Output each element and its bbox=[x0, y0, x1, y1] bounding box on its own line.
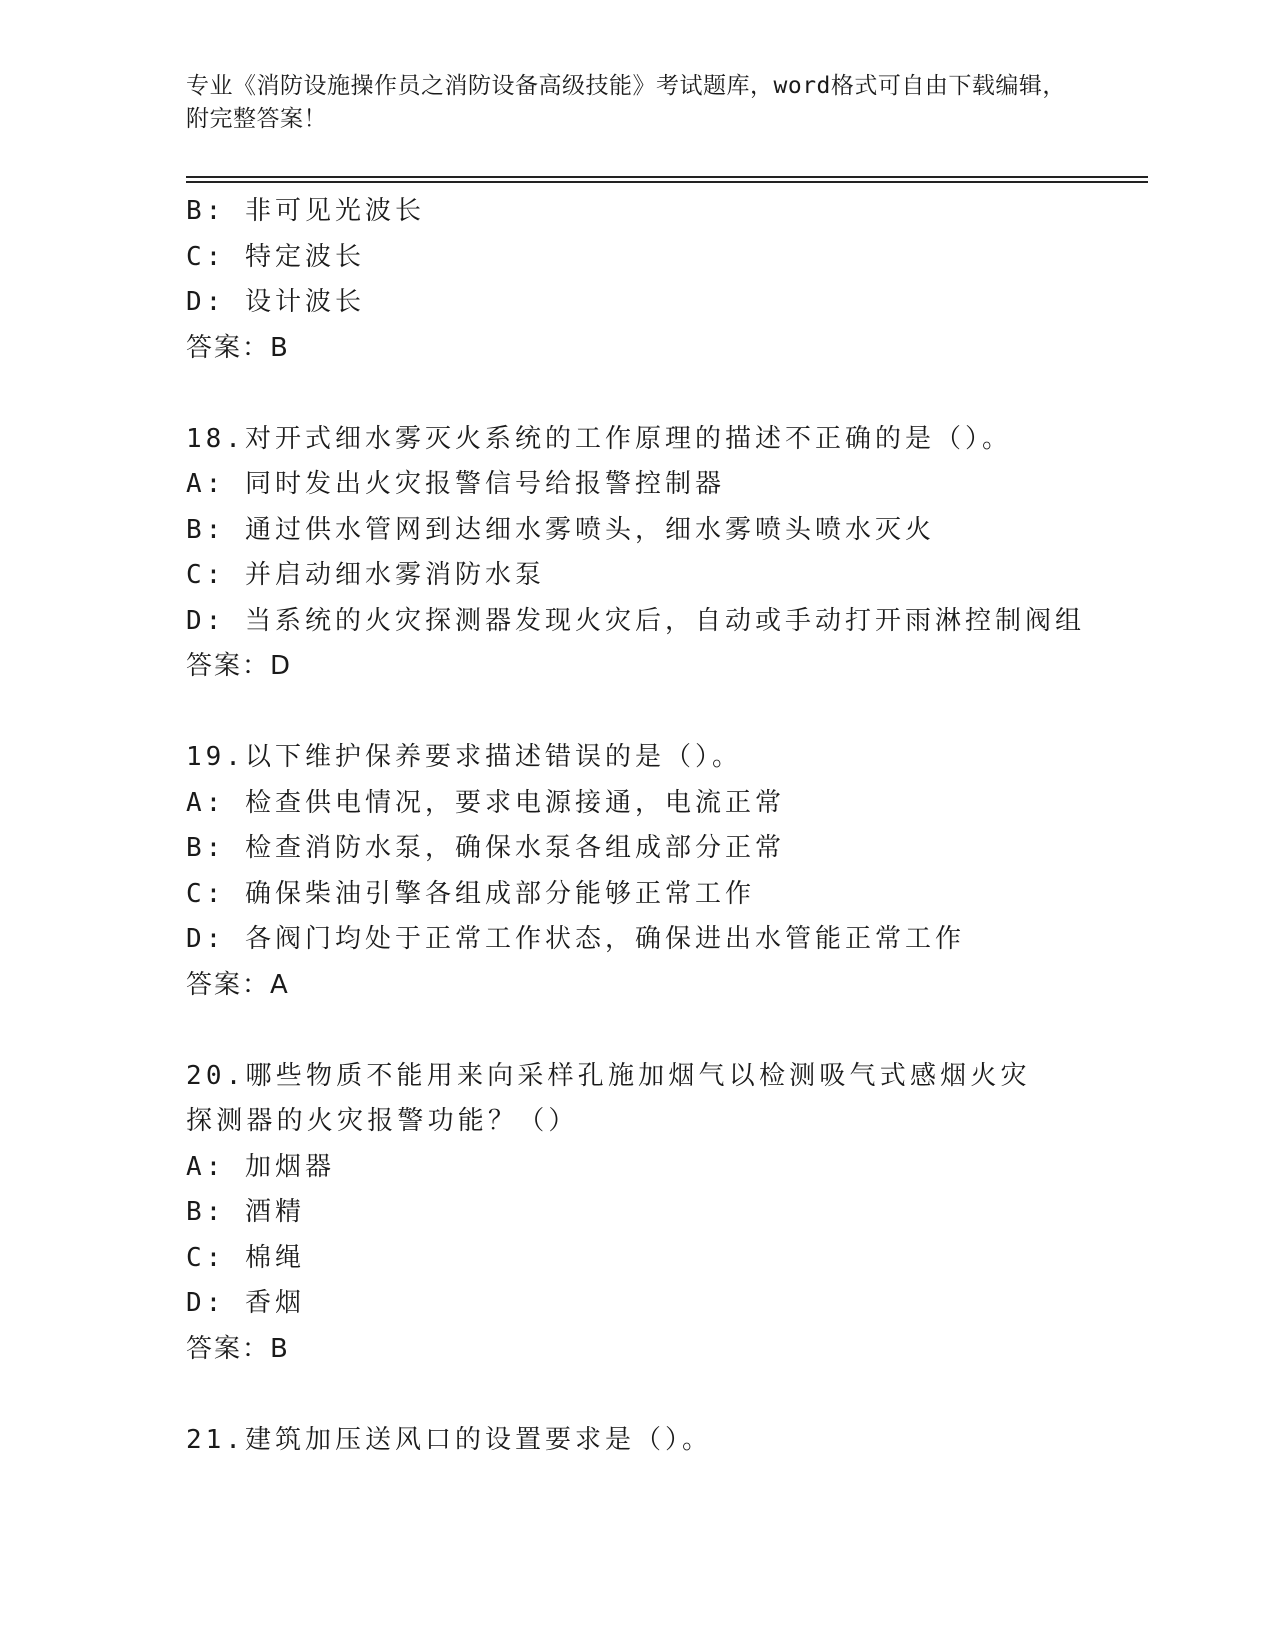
q18-question: 18.对开式细水雾灭火系统的工作原理的描述不正确的是（）。 bbox=[186, 423, 1012, 454]
q17-option-d: D: 设计波长 bbox=[186, 287, 365, 317]
q18-option-b: B: 通过供水管网到达细水雾喷头，细水雾喷头喷水灭火 bbox=[186, 514, 935, 545]
q18-option-d: D: 当系统的火灾探测器发现火灾后，自动或手动打开雨淋控制阀组 bbox=[186, 605, 1085, 636]
question-18-block bbox=[186, 417, 1086, 690]
q20-question: 20.哪些物质不能用来向采样孔施加烟气以检测吸气式感烟火灾探测器的火灾报警功能？（） bbox=[186, 1060, 1031, 1136]
q19-option-b: B: 检查消防水泵，确保水泵各组成部分正常 bbox=[186, 833, 785, 863]
q20-option-b: B: 酒精 bbox=[186, 1197, 305, 1227]
question-content bbox=[186, 189, 1086, 1463]
q19-answer: 答案：A bbox=[186, 969, 290, 1000]
question-19-block bbox=[186, 735, 1086, 1008]
header-rule-bottom bbox=[186, 181, 1148, 183]
q20-option-c: C: 棉绳 bbox=[186, 1242, 305, 1273]
q18-option-c: C: 并启动细水雾消防水泵 bbox=[186, 560, 545, 590]
q19-option-d: D: 各阀门均处于正常工作状态，确保进出水管能正常工作 bbox=[186, 924, 965, 954]
document-header bbox=[186, 70, 1076, 136]
q19-option-c: C: 确保柴油引擎各组成部分能够正常工作 bbox=[186, 878, 755, 909]
q19-question: 19.以下维护保养要求描述错误的是（）。 bbox=[186, 742, 742, 772]
question-20-block bbox=[186, 1054, 1086, 1373]
q20-option-d: D: 香烟 bbox=[186, 1288, 305, 1318]
q17-option-c: C: 特定波长 bbox=[186, 241, 365, 272]
q19-option-a: A: 检查供电情况，要求电源接通，电流正常 bbox=[186, 787, 785, 818]
q21-question: 21.建筑加压送风口的设置要求是（）。 bbox=[186, 1424, 712, 1455]
spacer bbox=[186, 1372, 1086, 1418]
q17-answer: 答案：B bbox=[186, 332, 290, 363]
header-text: 专业《消防设施操作员之消防设备高级技能》考试题库，word格式可自由下载编辑，附完整答案！ bbox=[186, 73, 1066, 132]
spacer bbox=[186, 1008, 1086, 1054]
q20-option-a: A: 加烟器 bbox=[186, 1151, 335, 1182]
q17-option-b: B: 非可见光波长 bbox=[186, 196, 425, 226]
q18-answer: 答案：D bbox=[186, 651, 293, 681]
q20-answer: 答案：B bbox=[186, 1333, 290, 1364]
question-17-block bbox=[186, 189, 1086, 371]
q18-option-a: A: 同时发出火灾报警信号给报警控制器 bbox=[186, 469, 725, 499]
spacer bbox=[186, 371, 1086, 417]
spacer bbox=[186, 690, 1086, 736]
question-21-block bbox=[186, 1418, 1086, 1464]
header-rule-top bbox=[186, 176, 1148, 178]
